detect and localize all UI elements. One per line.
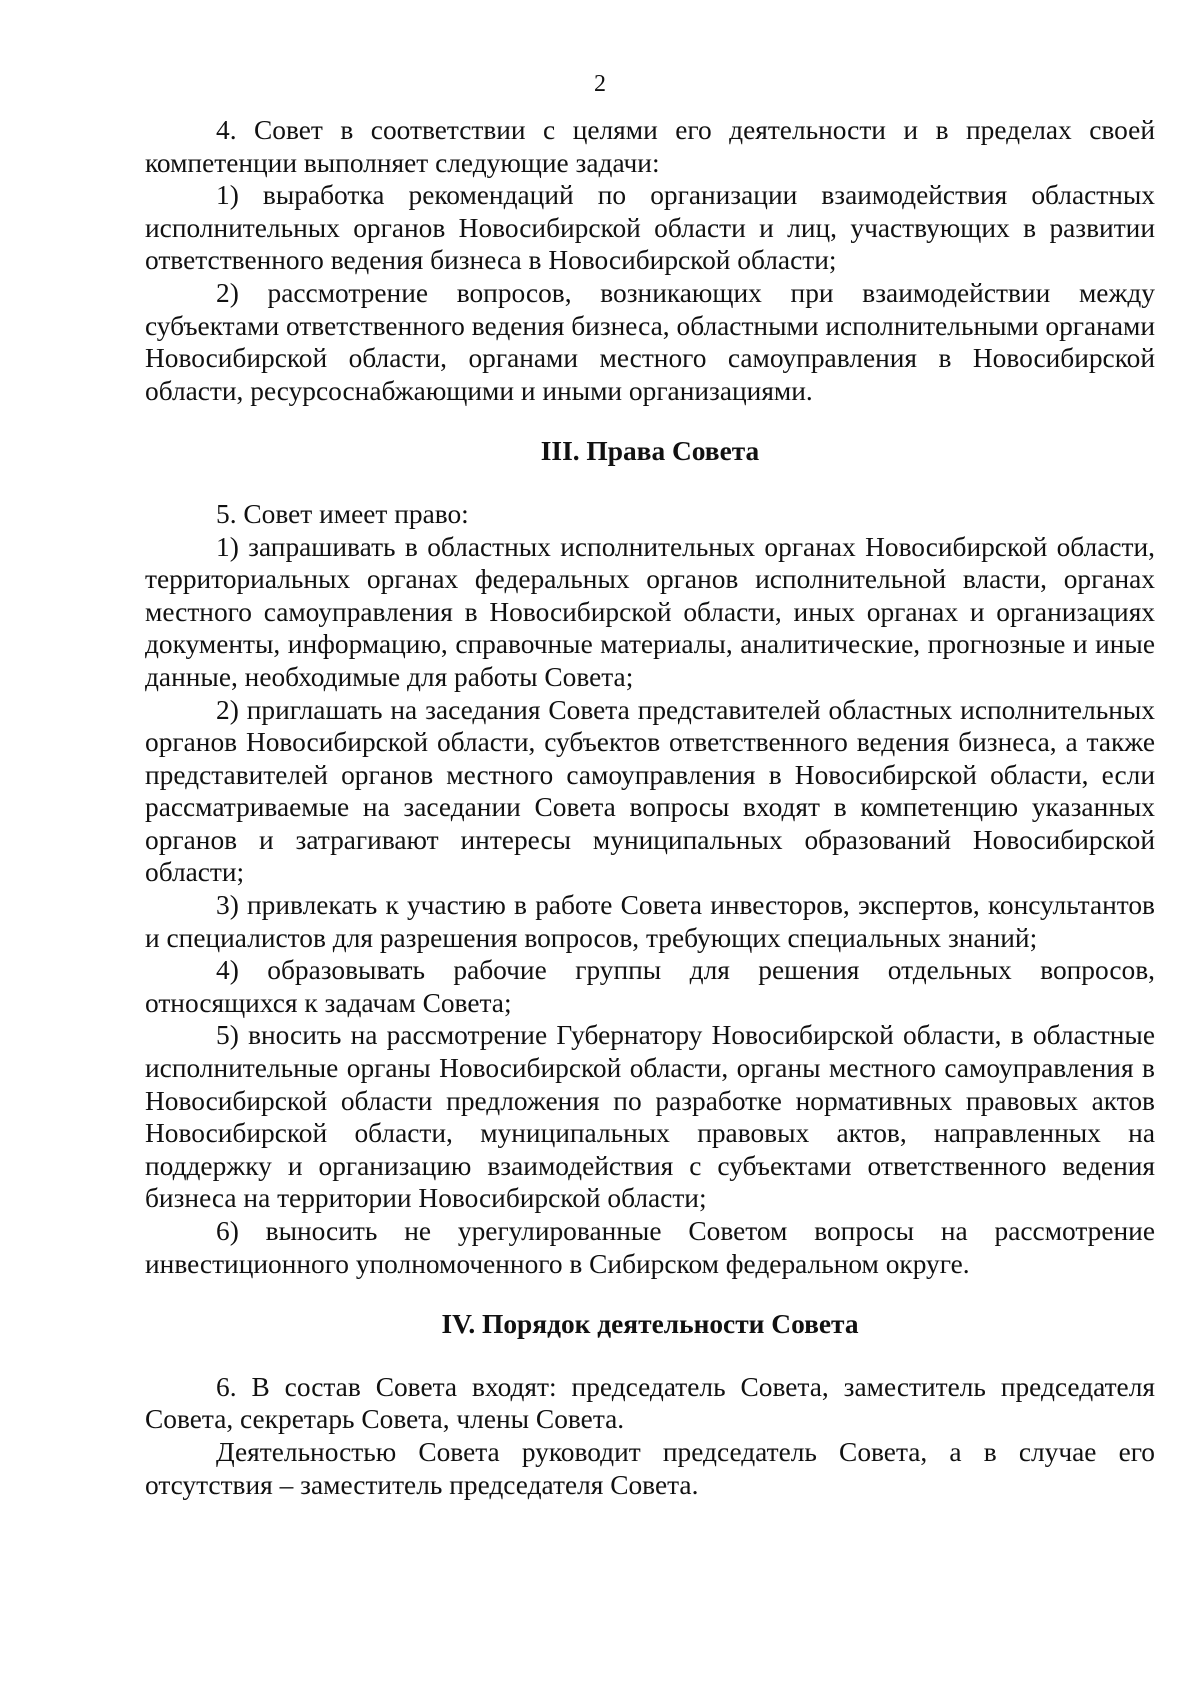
paragraph-5-item-5: 5) вносить на рассмотрение Губернатору Новосибирской области, в областные исполнительные органы Новосибирской области, органы местного самоуправления в Новосибирской области предложения по разработке нормативных правовых актов Новосибирской области, муниципальных правовых актов, направленных на поддержку и организацию взаимодействия с субъектами ответственного ведения бизнеса на территории Новосибирской области; — [145, 1020, 1155, 1214]
paragraph-5-item-3: 3) привлекать к участию в работе Совета инвесторов, экспертов, консультантов и специалистов для разрешения вопросов, требующих специальных знаний; — [145, 890, 1155, 953]
paragraph-4-item-2: 2) рассмотрение вопросов, возникающих при взаимодействии между субъектами ответственного ведения бизнеса, областными исполнительными органами Новосибирской области, органами местного самоуправления в Новосибирской области, ресурсоснабжающими и иными организациями. — [145, 277, 1155, 406]
paragraph-5: 5. Совет имеет право: — [216, 498, 469, 529]
paragraph-5-item-2: 2) приглашать на заседания Совета представителей областных исполнительных органов Новосибирской области, субъектов ответственного ведения бизнеса, а также представителей органов местного самоуправления в Новосибирской области, если рассматриваемые на заседании Совета вопросы входят в компетенцию указанных органов и затрагивают интересы муниципальных образований Новосибирской области; — [145, 694, 1155, 888]
paragraph-4: 4. Совет в соответствии с целями его деятельности и в пределах своей компетенции выполняет следующие задачи: — [145, 115, 1155, 178]
paragraph-6-leadership: Деятельностью Совета руководит председатель Совета, а в случае его отсутствия – заместитель председателя Совета. — [145, 1436, 1155, 1500]
section-heading-rights: III. Права Совета — [540, 436, 760, 467]
page-number: 2 — [594, 71, 606, 97]
paragraph-4-item-1: 1) выработка рекомендаций по организации взаимодействия областных исполнительных органов Новосибирской области и лиц, участвующих в развитии ответственного ведения бизнеса в Новосибирской области; — [145, 180, 1155, 276]
paragraph-5-item-1: 1) запрашивать в областных исполнительных органах Новосибирской области, территориальных органах федеральных органов исполнительной власти, органах местного самоуправления в Новосибирской области, иных органах и организациях документы, информацию, справочные материалы, аналитические, прогнозные и иные данные, необходимые для работы Совета; — [145, 531, 1155, 692]
paragraph-5-item-4: 4) образовывать рабочие группы для решения отдельных вопросов, относящихся к задачам Совета; — [145, 955, 1155, 1018]
document-body — [145, 114, 1155, 1501]
paragraph-6: 6. В состав Совета входят: председатель Совета, заместитель председателя Совета, секретарь Совета, члены Совета. — [145, 1371, 1155, 1435]
section-heading-procedure: IV. Порядок деятельности Совета — [441, 1309, 859, 1340]
paragraph-5-item-6: 6) выносить не урегулированные Советом вопросы на рассмотрение инвестиционного уполномоченного в Сибирском федеральном округе. — [145, 1216, 1155, 1279]
